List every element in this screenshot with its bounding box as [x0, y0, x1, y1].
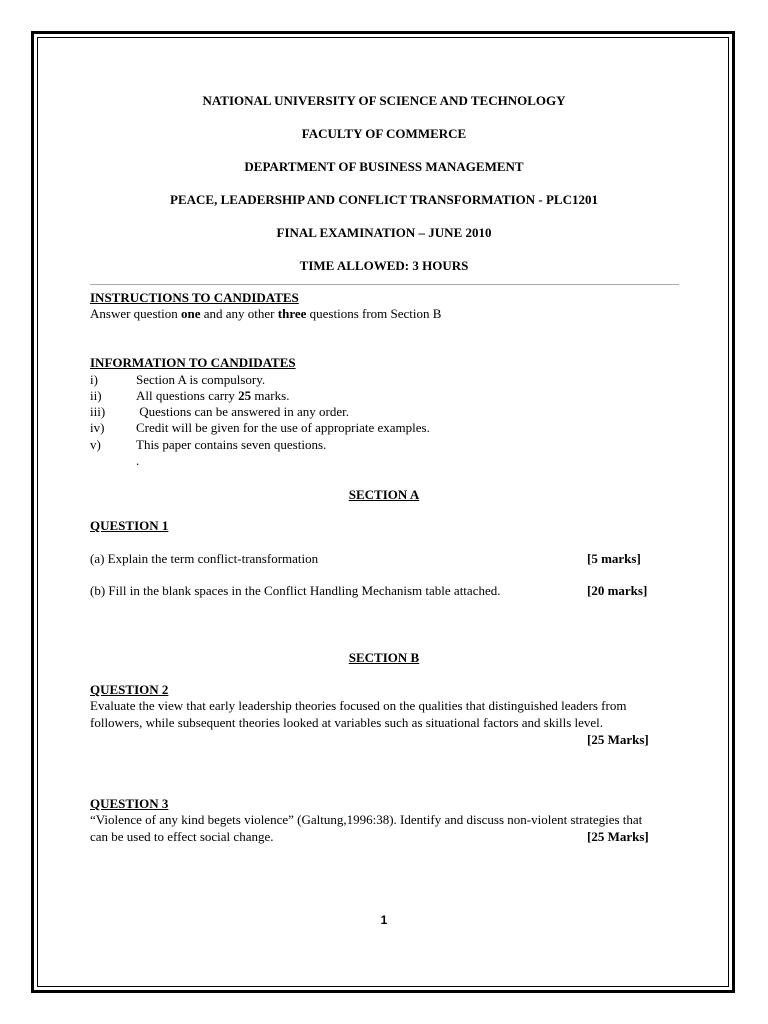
- question-1-title: QUESTION 1: [90, 518, 169, 533]
- section-b-heading: SECTION B: [348, 650, 420, 665]
- info-item-post: marks.: [251, 388, 290, 403]
- info-item-number: ii): [90, 388, 102, 403]
- info-item-text: Questions can be answered in any order.: [136, 404, 349, 419]
- info-item-number: v): [90, 437, 101, 452]
- instructions-heading: INSTRUCTIONS TO CANDIDATES: [90, 290, 299, 305]
- instructions-text: [90, 306, 441, 322]
- header-divider: [90, 284, 679, 285]
- question-2-marks: [25 Marks]: [587, 732, 649, 747]
- info-item-bold: 25: [238, 388, 252, 403]
- instructions-part1: Answer question: [90, 306, 181, 321]
- info-item-number: iv): [90, 420, 105, 435]
- info-item-pre: All questions carry: [136, 388, 239, 403]
- department-title: DEPARTMENT OF BUSINESS MANAGEMENT: [244, 159, 524, 174]
- instructions-bold2: three: [277, 306, 307, 321]
- question-1-part-b-marks: [20 marks]: [587, 583, 648, 598]
- info-item-text: Credit will be given for the use of appropriate examples.: [136, 420, 430, 435]
- info-item-text: [136, 388, 289, 404]
- question-3-title: QUESTION 3: [90, 796, 169, 811]
- question-2-line-1: Evaluate the view that early leadership theories focused on the qualities that distinguished leaders from: [90, 698, 627, 713]
- question-1-part-b: (b) Fill in the blank spaces in the Conflict Handling Mechanism table attached.: [90, 583, 501, 598]
- question-3-line-2: can be used to effect social change.: [90, 829, 274, 844]
- university-title: NATIONAL UNIVERSITY OF SCIENCE AND TECHNOLOGY: [202, 93, 566, 108]
- question-3-line-1: “Violence of any kind begets violence” (Galtung,1996:38). Identify and discuss non-violent strategies that: [90, 812, 643, 827]
- info-item-number: iii): [90, 404, 106, 419]
- instructions-bold1: one: [181, 306, 201, 321]
- exam-title: FINAL EXAMINATION – JUNE 2010: [276, 225, 492, 240]
- instructions-part2: and any other: [200, 306, 278, 321]
- information-heading: INFORMATION TO CANDIDATES: [90, 355, 296, 370]
- trailing-dot: .: [136, 453, 140, 468]
- course-title: PEACE, LEADERSHIP AND CONFLICT TRANSFORMATION - PLC1201: [170, 192, 598, 207]
- info-item-text: This paper contains seven questions.: [136, 437, 327, 452]
- info-item-number: i): [90, 372, 98, 387]
- faculty-title: FACULTY OF COMMERCE: [301, 126, 467, 141]
- instructions-part3: questions from Section B: [306, 306, 442, 321]
- page-number: 1: [380, 913, 388, 927]
- time-allowed: TIME ALLOWED: 3 HOURS: [299, 258, 469, 273]
- question-1-part-a-marks: [5 marks]: [587, 551, 641, 566]
- question-2-line-2: followers, while subsequent theories looked at variables such as situational factors and skills level.: [90, 715, 604, 730]
- section-a-heading: SECTION A: [348, 487, 420, 502]
- question-1-part-a: (a) Explain the term conflict-transformation: [90, 551, 319, 566]
- question-3-marks: [25 Marks]: [587, 829, 649, 844]
- info-item-text: Section A is compulsory.: [136, 372, 266, 387]
- question-2-title: QUESTION 2: [90, 682, 169, 697]
